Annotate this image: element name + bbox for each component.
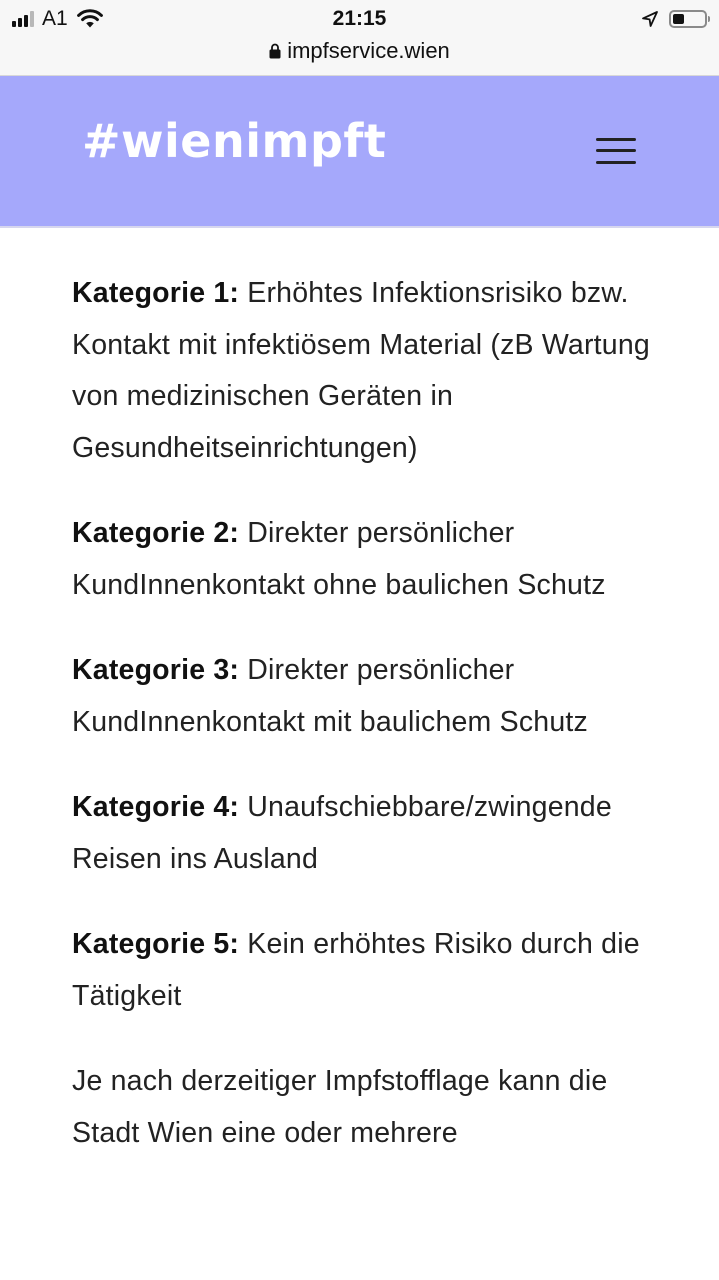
category-text: Erhöhtes Infektionsrisiko bzw. Kontakt mit infektiösem Material (zB Wartung von medizinischen Geräten in Gesundheitseinrichtungen) <box>72 277 650 464</box>
category-1-paragraph <box>72 268 672 474</box>
info-paragraph <box>72 1056 672 1159</box>
category-text: Unaufschiebbare/zwingende Reisen ins Ausland <box>72 791 612 875</box>
category-text: Kein erhöhtes Risiko durch die Tätigkeit <box>72 928 640 1012</box>
site-logo[interactable]: #wienimpft <box>82 114 387 168</box>
battery-fill <box>673 14 684 24</box>
category-4-paragraph <box>72 782 672 885</box>
main-content <box>72 268 672 1193</box>
info-text: Je nach derzeitiger Impfstofflage kann die Stadt Wien eine oder mehrere <box>72 1065 608 1149</box>
category-text: Direkter persönlicher KundInnenkontakt mit baulichem Schutz <box>72 654 588 738</box>
category-text: Direkter persönlicher KundInnenkontakt ohne baulichen Schutz <box>72 517 606 601</box>
category-label: Kategorie 5: <box>72 928 240 960</box>
address-bar[interactable] <box>0 38 719 64</box>
hamburger-menu-icon[interactable] <box>596 136 636 166</box>
lock-icon <box>269 43 281 59</box>
category-3-paragraph <box>72 645 672 748</box>
url-text: impfservice.wien <box>287 38 450 63</box>
category-5-paragraph <box>72 919 672 1022</box>
site-header <box>0 76 719 228</box>
category-label: Kategorie 2: <box>72 517 240 549</box>
category-label: Kategorie 4: <box>72 791 240 823</box>
category-label: Kategorie 1: <box>72 277 240 309</box>
carrier-name: A1 <box>42 7 68 30</box>
category-label: Kategorie 3: <box>72 654 240 686</box>
location-arrow-icon <box>641 10 659 28</box>
status-bar <box>0 0 719 76</box>
battery-icon <box>669 10 707 28</box>
clock: 21:15 <box>332 7 387 30</box>
status-right <box>641 8 707 30</box>
category-2-paragraph <box>72 508 672 611</box>
